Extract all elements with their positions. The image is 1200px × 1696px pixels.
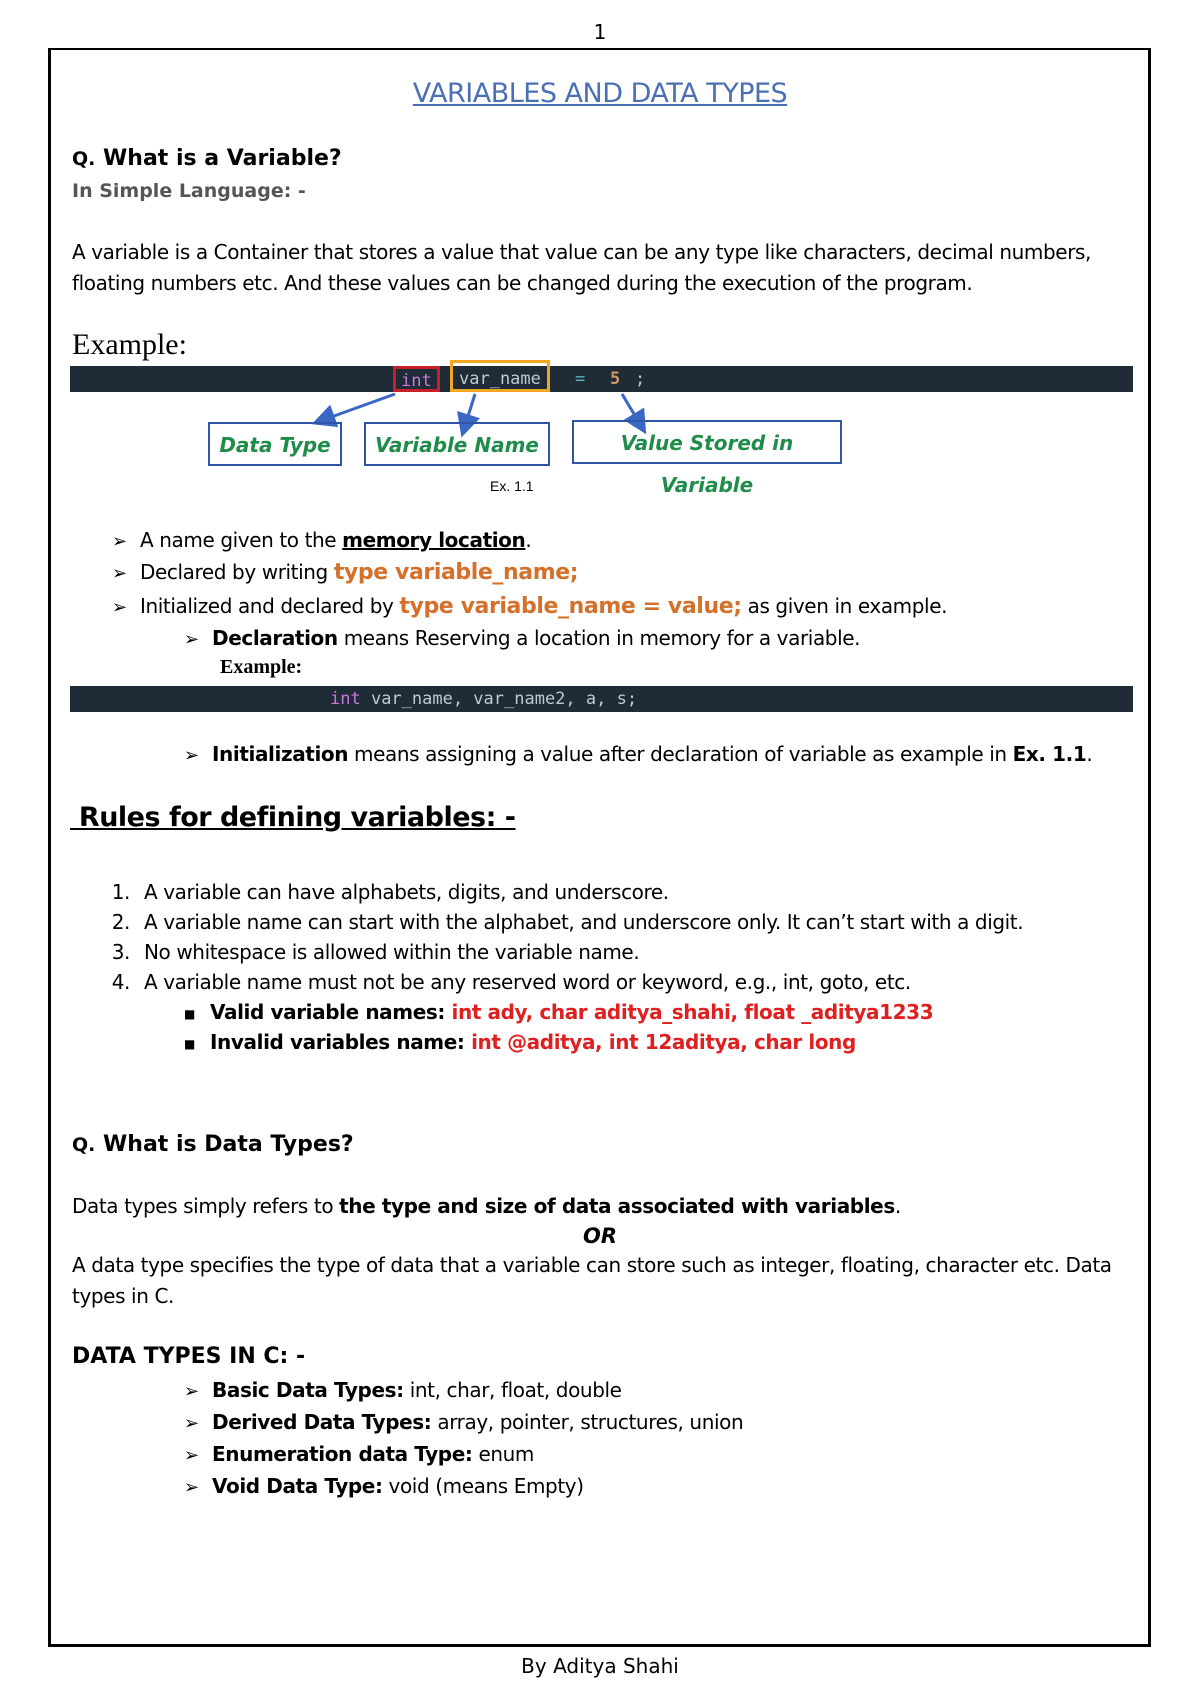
rule-item: 1. A variable can have alphabets, digits, and underscore. (111, 880, 669, 904)
data-types-definition: Data types simply refers to the type and size of data associated with variables. (72, 1194, 901, 1218)
code-number: 5 (610, 369, 621, 389)
subheading-simple-language: In Simple Language: - (72, 180, 306, 202)
example-heading: Example: (72, 328, 187, 361)
rule-item: 3. No whitespace is allowed within the variable name. (111, 940, 640, 964)
variable-definition: A variable is a Container that stores a value that value can be any type like characters, decimal numbers, floating numbers etc. And these values can be changed during the execution of the program. (72, 240, 1092, 295)
declaration-example-heading: Example: (220, 656, 303, 678)
code-semicolon: ; (635, 369, 646, 389)
data-types-heading: DATA TYPES IN C: - (72, 1344, 306, 1369)
arrow-to-data-type (323, 394, 395, 420)
data-type-specification: A data type specifies the type of data that a variable can store such as integer, floating, character etc. Data types in C. (72, 1253, 1112, 1308)
type-basic: ➢ Basic Data Types: int, char, float, double (184, 1378, 622, 1402)
question-variable: Q. What is a Variable? (72, 146, 342, 171)
type-derived: ➢ Derived Data Types: array, pointer, structures, union (184, 1410, 744, 1434)
bullet-declared-by: ➢ Declared by writing type variable_name; (112, 560, 579, 585)
page-number: 1 (593, 20, 607, 44)
bullet-initialized: ➢ Initialized and declared by type variable_name = value; as given in example. (112, 594, 948, 619)
rule-item: 2. A variable name can start with the alphabet, and underscore only. It can’t start with a digit. (111, 910, 1024, 934)
question-data-types: Q. What is Data Types? (72, 1132, 354, 1157)
rules-heading: Rules for defining variables: - (70, 802, 516, 833)
label-data-type: Data Type (208, 422, 342, 466)
invalid-names: ■ Invalid variables name: int @aditya, int 12aditya, char long (184, 1030, 856, 1054)
code-keyword-int: int (393, 366, 440, 392)
page-title: VARIABLES AND DATA TYPES (412, 78, 788, 109)
example-caption: Ex. 1.1 (490, 478, 534, 494)
label-variable-name: Variable Name (364, 422, 550, 466)
footer-author: By Aditya Shahi (521, 1654, 679, 1678)
code-declaration: int var_name, var_name2, a, s; (330, 689, 638, 709)
bullet-declaration: ➢ Declaration means Reserving a location in memory for a variable. (184, 626, 861, 650)
code-var-name: var_name (450, 360, 550, 392)
type-enumeration: ➢ Enumeration data Type: enum (184, 1442, 534, 1466)
annotation-arrows (0, 0, 1200, 480)
code-equals: = (575, 369, 586, 389)
bullet-memory-location: ➢ A name given to the memory location. (112, 528, 532, 552)
label-value-stored: Value Stored in Variable (572, 420, 842, 464)
type-void: ➢ Void Data Type: void (means Empty) (184, 1474, 584, 1498)
bullet-initialization: ➢ Initialization means assigning a value after declaration of variable as example in Ex. 1.1. (184, 742, 1093, 766)
or-separator: OR (582, 1224, 618, 1248)
rule-item: 4. A variable name must not be any reserved word or keyword, e.g., int, goto, etc. (111, 970, 911, 994)
valid-names: ■ Valid variable names: int ady, char aditya_shahi, float _aditya1233 (184, 1000, 934, 1024)
